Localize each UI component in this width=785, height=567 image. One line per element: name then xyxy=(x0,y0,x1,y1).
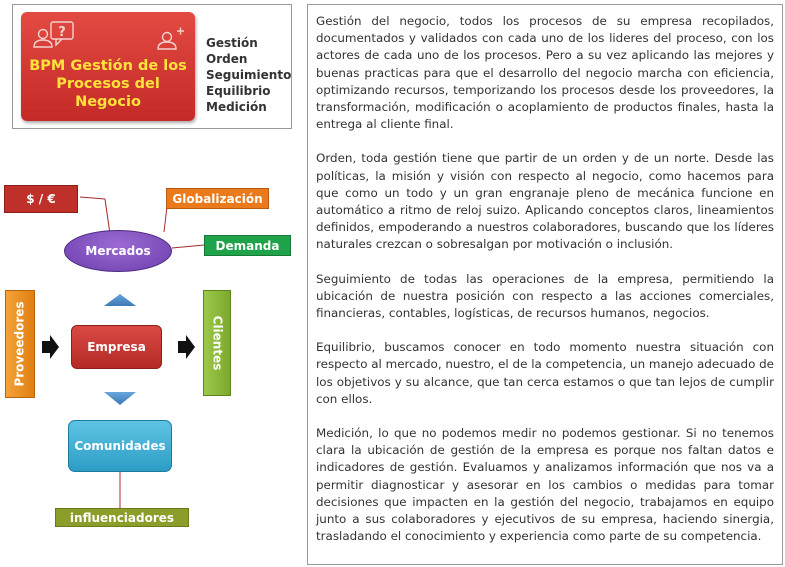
comunidades-box: Comunidades xyxy=(68,420,172,472)
paragraph-equilibrio: Equilibrio, buscamos conocer en todo momento nuestra situación con respecto al mercado, nuestro, el de la competencia, un manejo adecuado de los objetivos y su alcance, que tan cerca estamos o que tan lejos de cumplir con ellos. xyxy=(316,340,774,406)
arrow-down-icon xyxy=(104,392,136,405)
list-item: Seguimiento xyxy=(206,68,292,82)
paragraph-gestion: Gestión del negocio, todos los procesos de su empresa recopilados, documentados y validados con cada uno de los lideres del proceso, con los actores de cada uno de los procesos. Pero a su vez aplicando las mejores y buenas practicas para que el desarrollo del negocio marcha con eficiencia, optimizando recursos, temporizando los procesos desde los proveedores, la transformación, modificación o acoplamiento de productos finales, hasta la entrega al cliente final. xyxy=(316,14,774,132)
empresa-box: Empresa xyxy=(71,325,162,369)
connector-line xyxy=(105,199,110,234)
description-panel xyxy=(307,4,783,565)
list-item: Orden xyxy=(206,52,248,66)
bpm-title: BPM Gestión de los Procesos del Negocio xyxy=(29,58,187,110)
svg-text:?: ? xyxy=(58,25,66,40)
currency-box: $ / € xyxy=(4,185,78,213)
proveedores-label: Proveedores xyxy=(13,301,27,387)
arrow-right-icon xyxy=(42,335,59,359)
paragraph-seguimiento: Seguimiento de todas las operaciones de la empresa, permitiendo la ubicación de nuestra posición con respecto a las acciones comerciales, financieras, contables, logísticas, de recursos humanos, negocios. xyxy=(316,271,774,321)
diagram-connectors xyxy=(0,0,300,567)
clientes-bar xyxy=(203,290,231,396)
arrow-right-icon xyxy=(178,335,195,359)
paragraph-orden: Orden, toda gestión tiene que partir de un orden y de un norte. Desde las políticas, la misión y visión con respecto al negocio, como hacemos para que como un todo y un gran engranaje pleno de mecánica funcione en automático a ritmo de reloj suizo. Aplicando conceptos claros, lineamientos definidos, empoderando a nuestros colaboradores, buscando que los líderes naturales crezcan o sobresalgan por motivación o inclusión. xyxy=(316,151,774,252)
proveedores-bar xyxy=(5,290,35,398)
paragraph-medicion: Medición, lo que no podemos medir no podemos gestionar. Si no tenemos clara la ubicación de gestión de la empresa es porque nos faltan datos e indicadores de gestión. Evaluamos y analizamos información que nos va a permitir diagnosticar y asesorar en los cambios o medidas para tomar decisiones que impacten en la gestión del negocio, trabajamos en equipo junto a sus colaboradores y ejecutivos de su empresa, haciendo sinergia, trasladando el conocimiento y experiencia como parte de su competencia. xyxy=(316,426,774,544)
arrow-up-icon xyxy=(104,294,136,306)
clientes-label: Clientes xyxy=(210,315,225,371)
connector-line xyxy=(172,245,204,248)
list-item: Gestión xyxy=(206,36,258,50)
demanda-box: Demanda xyxy=(204,235,291,256)
connector-line xyxy=(80,197,105,199)
list-item: Equilibrio xyxy=(206,84,271,98)
list-item: Medición xyxy=(206,100,267,114)
influenciadores-box: influenciadores xyxy=(55,508,189,527)
mercados-ellipse: Mercados xyxy=(64,230,172,272)
globalizacion-box: Globalización xyxy=(166,188,269,209)
